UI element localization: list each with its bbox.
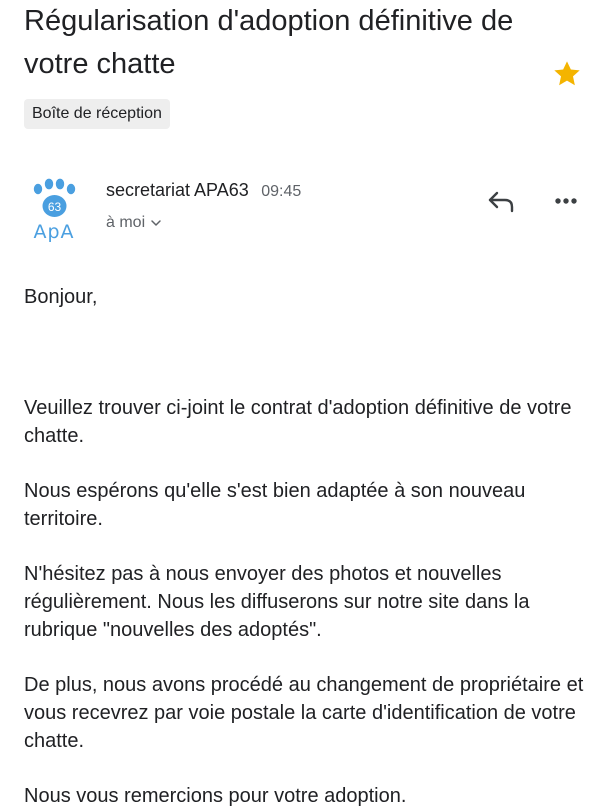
email-time: 09:45 bbox=[261, 183, 302, 200]
body-greeting: Bonjour, bbox=[24, 286, 98, 308]
more-horizontal-icon[interactable] bbox=[548, 186, 584, 216]
body-paragraph-5: Nous vous remercions pour votre adoption. bbox=[24, 785, 407, 807]
body-paragraph-1: Veuillez trouver ci-joint le contrat d'adoption définitive de votre chatte. bbox=[24, 397, 572, 447]
avatar-text: ApA bbox=[33, 221, 75, 243]
chevron-down-icon bbox=[150, 217, 162, 229]
inbox-label-chip[interactable]: Boîte de réception bbox=[24, 99, 170, 129]
sender-name[interactable]: secretariat APA63 bbox=[106, 180, 249, 200]
email-subject: Régularisation d'adoption définitive de votre chatte bbox=[24, 5, 514, 80]
reply-icon[interactable] bbox=[484, 184, 518, 218]
email-body bbox=[24, 283, 594, 810]
sender-row bbox=[106, 180, 301, 201]
body-paragraph-2: Nous espérons qu'elle s'est bien adaptée à son nouveau territoire. bbox=[24, 480, 526, 530]
recipient-toggle[interactable] bbox=[106, 214, 162, 232]
avatar-badge: 63 bbox=[47, 200, 62, 214]
recipient-label: à moi bbox=[106, 214, 146, 231]
star-icon[interactable] bbox=[551, 58, 583, 90]
body-paragraph-4: De plus, nous avons procédé au changement de propriétaire et vous recevrez par voie postale la carte d'identification de votre chatte. bbox=[24, 674, 584, 752]
sender-avatar bbox=[24, 176, 84, 244]
body-paragraph-3: N'hésitez pas à nous envoyer des photos et nouvelles régulièrement. Nous les diffuserons sur notre site dans la rubrique "nouvelles des adoptés". bbox=[24, 563, 530, 641]
